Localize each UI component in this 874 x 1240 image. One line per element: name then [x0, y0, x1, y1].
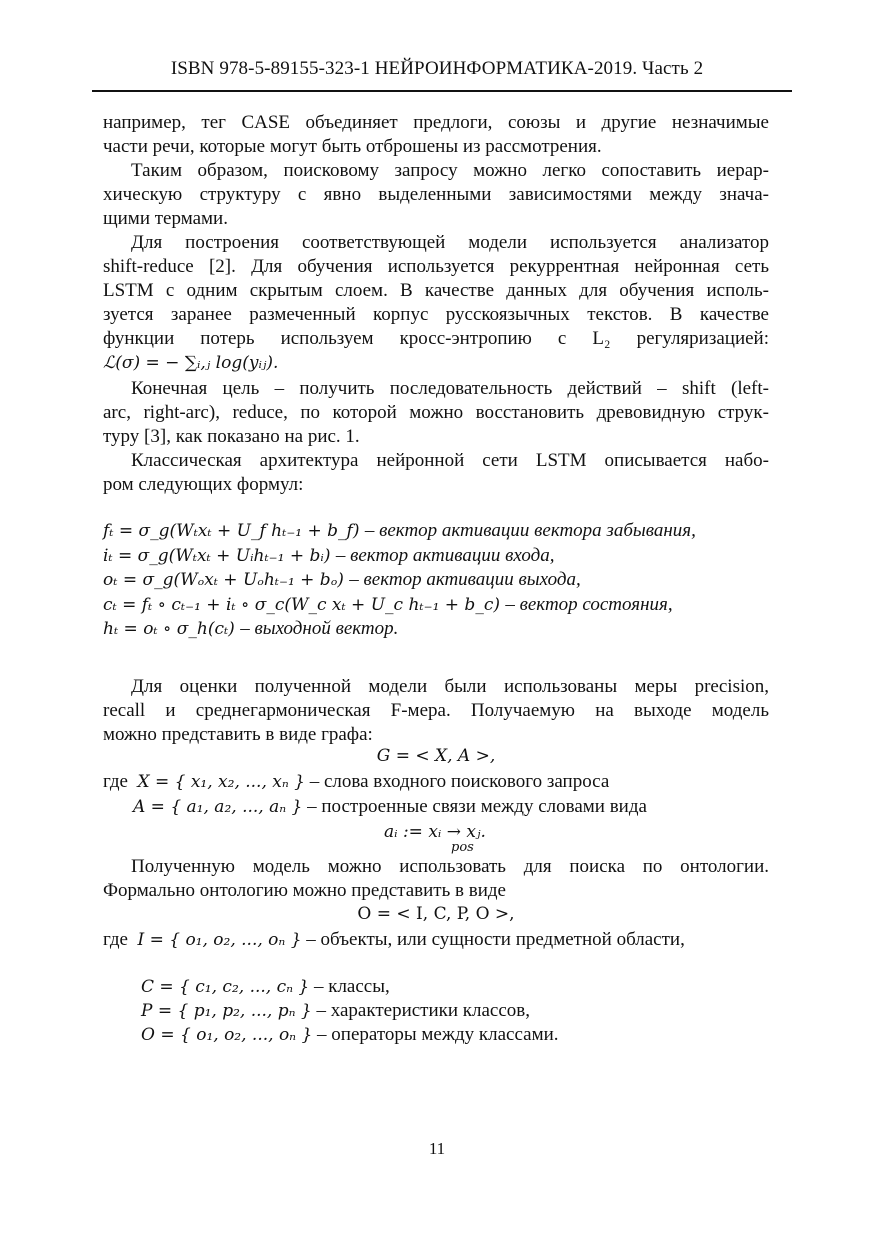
running-header: ISBN 978-5-89155-323-1 НЕЙРОИНФОРМАТИКА-2019. Часть 2: [170, 58, 704, 79]
graph-definition: G = < X, A >,: [376, 746, 496, 766]
paragraph-5: [103, 449, 769, 497]
text-line: arc, right-arc), reduce, по которой можно восстановить древовидную струк-: [103, 402, 769, 423]
ontology-o-line: O = { o₁, o₂, ..., oₙ } – операторы между классами.: [141, 1024, 559, 1045]
paragraph-6: [103, 675, 769, 747]
text-line: например, тег CASE объединяет предлоги, союзы и другие незначимые: [103, 112, 769, 133]
text-line: зуется заранее размеченный корпус русскоязычных текстов. В качестве: [103, 304, 769, 325]
text-line: туру [3], как показано на рис. 1.: [103, 426, 360, 447]
text-line: щими термами.: [103, 208, 228, 229]
ontology-definition: O = < I, C, P, O >,: [357, 904, 515, 924]
text-line: хическую структуру с явно выделенными зависимостями между знача-: [103, 184, 769, 205]
formula-forget-gate: fₜ = σ_g(Wₜxₜ + U_f hₜ₋₁ + b_f) – вектор активации вектора забывания,: [103, 520, 696, 541]
relation-definition: aᵢ := xᵢ → xⱼ.: [384, 822, 486, 842]
page-number: 11: [428, 1139, 446, 1158]
paragraph-1: [103, 111, 769, 159]
formula-input-gate: iₜ = σ_g(Wₜxₜ + Uᵢhₜ₋₁ + bᵢ) – вектор активации входа,: [103, 544, 555, 566]
formula-hidden-state: hₜ = oₜ ∘ σ_h(cₜ) – выходной вектор.: [103, 618, 399, 639]
text-line: Для оценки полученной модели были использованы меры precision,: [131, 676, 769, 697]
text-line: функции потерь используем кросс-энтропию с L₂ регуляризацией:: [103, 328, 769, 349]
paragraph-4: [103, 377, 769, 449]
text-line: части речи, которые могут быть отброшены из рассмотрения.: [103, 136, 602, 157]
text-line: можно представить в виде графа:: [103, 724, 373, 745]
text-line: Формально онтологию можно представить в виде: [103, 880, 506, 901]
relation-subscript: pos: [451, 840, 474, 855]
text-line: shift-reduce [2]. Для обучения используется рекуррентная нейронная сеть: [103, 256, 769, 277]
paragraph-3: [103, 231, 769, 375]
text-line: Классическая архитектура нейронной сети LSTM описывается набо-: [131, 450, 769, 471]
text-line: ром следующих формул:: [103, 474, 304, 495]
lstm-formulas: [103, 519, 783, 642]
text-line: recall и среднегармоническая F-мера. Получаемую на выходе модель: [103, 700, 769, 721]
ontology-c-line: C = { c₁, c₂, ..., cₙ } – классы,: [141, 976, 390, 997]
ontology-i-line: где I = { o₁, o₂, ..., oₙ } – объекты, или сущности предметной области,: [103, 929, 685, 950]
text-line: Полученную модель можно использовать для поиска по онтологии.: [131, 856, 769, 877]
header-rule: [92, 90, 792, 92]
loss-formula: ℒ(σ) = − ∑ᵢ,ⱼ log(yᵢⱼ).: [103, 353, 279, 373]
text-line: LSTM с одним скрытым слоем. В качестве данных для обучения исполь-: [103, 280, 769, 301]
ontology-p-line: P = { p₁, p₂, ..., pₙ } – характеристики классов,: [141, 1000, 531, 1021]
paragraph-7: [103, 855, 769, 903]
text-line: Таким образом, поисковому запросу можно легко сопоставить иерар-: [131, 160, 769, 181]
paragraph-2: [103, 159, 769, 231]
graph-a-line: A = { a₁, a₂, ..., aₙ } – построенные связи между словами вида: [133, 796, 647, 817]
graph-x-line: где X = { x₁, x₂, ..., xₙ } – слова входного поискового запроса: [103, 771, 610, 792]
formula-cell-state: cₜ = fₜ ∘ cₜ₋₁ + iₜ ∘ σ_c(W_c xₜ + U_c hₜ₋₁ + b_c) – вектор состояния,: [103, 593, 673, 615]
formula-output-gate: oₜ = σ_g(Wₒxₜ + Uₒhₜ₋₁ + bₒ) – вектор активации выхода,: [103, 569, 581, 590]
text-line: Для построения соответствующей модели используется анализатор: [131, 232, 769, 253]
text-line: Конечная цель – получить последовательность действий – shift (left-: [131, 378, 769, 399]
